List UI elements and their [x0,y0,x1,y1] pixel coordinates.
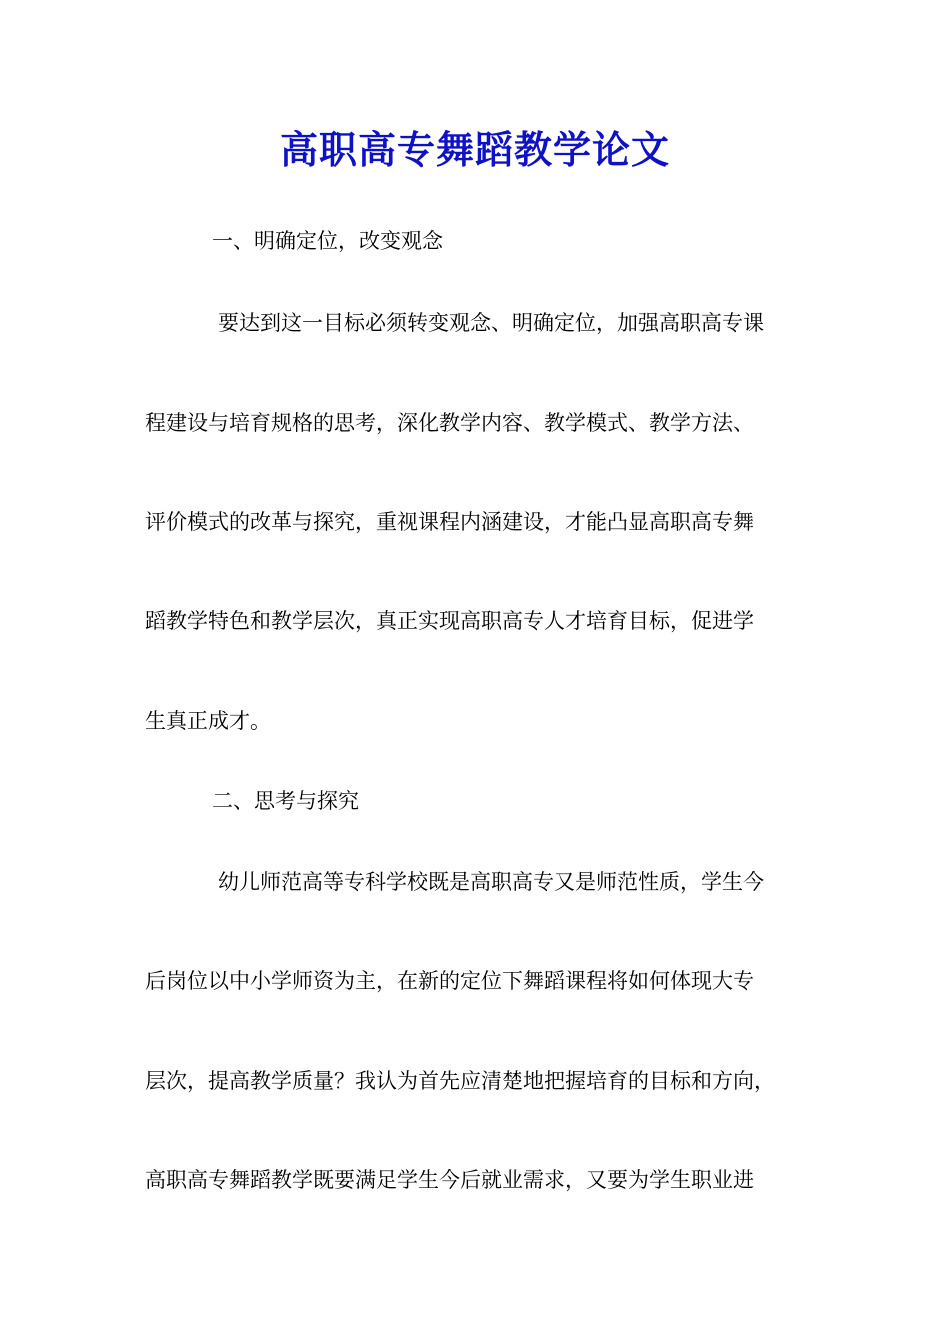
paragraph-line: 层次，提高教学质量？我认为首先应清楚地把握培育的目标和方向， [145,1069,775,1093]
paragraph-line: 要达到这一目标必须转变观念、明确定位，加强高职高专课 [218,311,764,335]
section-heading-1: 一、明确定位，改变观念 [212,229,443,253]
paragraph-line: 程建设与培育规格的思考，深化教学内容、教学模式、教学方法、 [145,411,754,435]
paragraph-line: 幼儿师范高等专科学校既是高职高专又是师范性质，学生今 [218,870,764,894]
paragraph-line: 高职高专舞蹈教学既要满足学生今后就业需求，又要为学生职业进 [145,1168,754,1192]
section-heading-2: 二、思考与探究 [212,789,359,813]
paragraph-line: 生真正成才。 [145,709,271,733]
paragraph-line: 后岗位以中小学师资为主，在新的定位下舞蹈课程将如何体现大专 [145,969,754,993]
paragraph-line: 评价模式的改革与探究，重视课程内涵建设，才能凸显高职高专舞 [145,510,754,534]
document-title: 高职高专舞蹈教学论文 [279,127,670,172]
paragraph-line: 蹈教学特色和教学层次，真正实现高职高专人才培育目标，促进学 [145,609,754,633]
